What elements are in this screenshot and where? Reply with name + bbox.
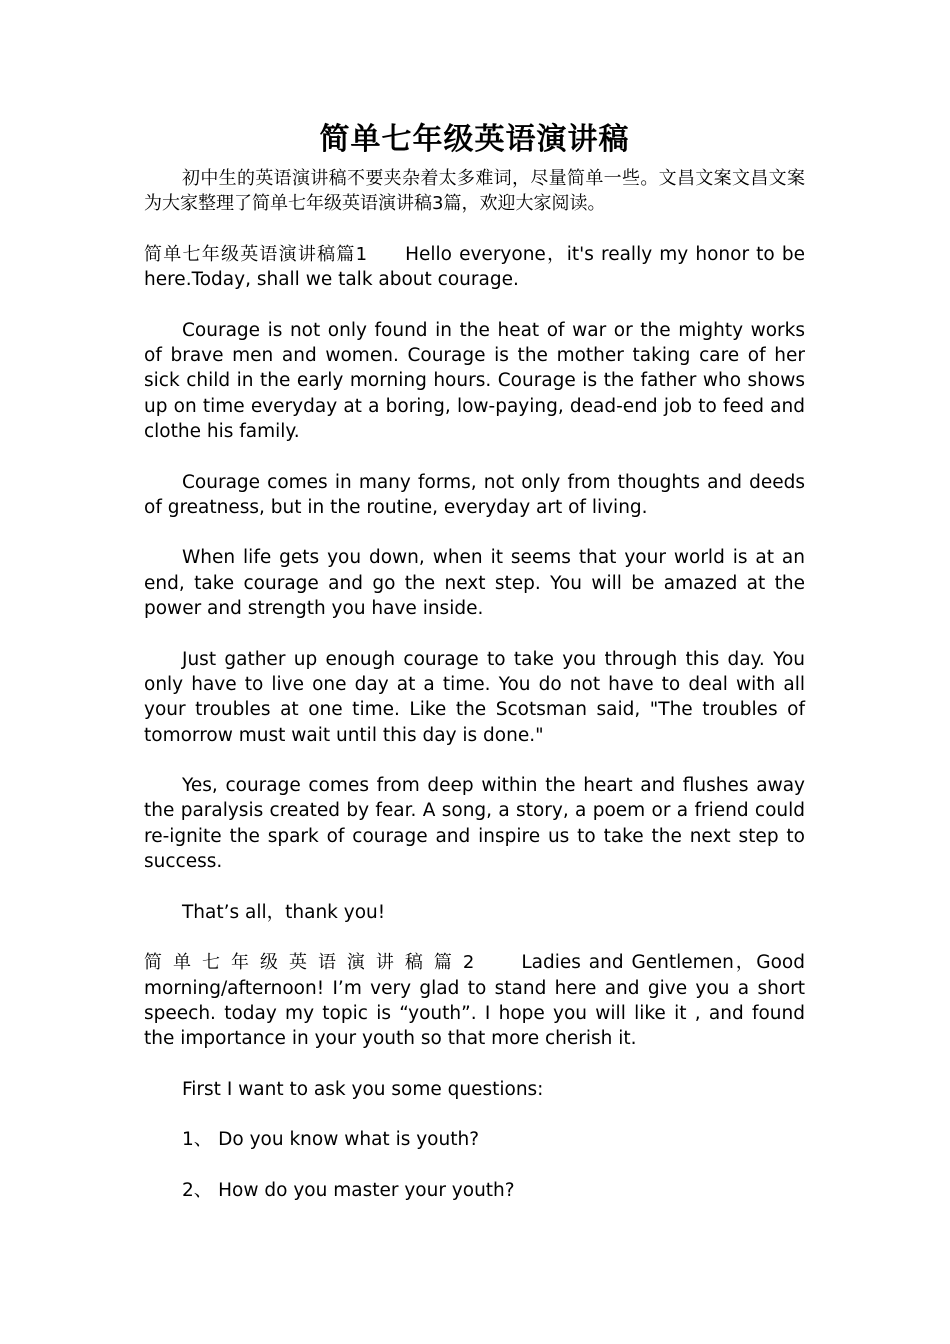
document-title: 简单七年级英语演讲稿 bbox=[319, 122, 630, 157]
section1-paragraph: Courage comes in many forms, not only from thoughts and deeds of greatness, but in the routine, everyday art of living. bbox=[144, 471, 805, 518]
section1-paragraph: When life gets you down, when it seems that your world is at an end, take courage and go the next step. You will be amazed at the power and strength you have inside. bbox=[144, 547, 805, 620]
question-item: 2、 How do you master your youth? bbox=[182, 1179, 515, 1201]
section2-heading: 简单七年级英语演讲稿篇2 bbox=[144, 952, 484, 974]
section2-opening-paragraph bbox=[144, 950, 805, 1051]
section1-paragraph: Courage is not only found in the heat of war or the mighty works of brave men and women. Courage is the mother taking care of her sick child in the early morning hours. Courage is the father who shows up on time everyday at a boring, low-paying, dead-end job to feed and clothe his family. bbox=[144, 319, 805, 442]
intro-paragraph: 初中生的英语演讲稿不要夹杂着太多难词，尽量简单一些。文昌文案文昌文案为大家整理了简单七年级英语演讲稿3篇，欢迎大家阅读。 bbox=[144, 168, 805, 215]
section1-opening-paragraph bbox=[144, 242, 805, 293]
document-body bbox=[144, 118, 805, 1228]
section1-closing: That’s all，thank you! bbox=[182, 901, 386, 923]
question-item: 1、 Do you know what is youth? bbox=[182, 1129, 480, 1151]
section1-paragraph: Yes, courage comes from deep within the heart and flushes away the paralysis created by fear. A song, a story, a poem or a friend could re-ignite the spark of courage and inspire us to take the next step to success. bbox=[144, 775, 805, 873]
section2-lead: First I want to ask you some questions: bbox=[182, 1078, 544, 1100]
section1-heading: 简单七年级英语演讲稿篇1 bbox=[144, 243, 368, 265]
section1-paragraph: Just gather up enough courage to take you through this day. You only have to live one day at a time. You do not have to deal with all your troubles at one time. Like the Scotsman said, "The troubles of tomorrow must wait until this day is done." bbox=[144, 648, 805, 746]
section1-opening: Hello everyone，it's really my honor to be here.Today, shall we talk about courage. bbox=[144, 243, 805, 291]
section2-opening: Ladies and Gentlemen，Good morning/afternoon! I’m very glad to stand here and give you a short speech. today my topic is “youth”. I hope you will like it , and found the importance in your youth so that more cherish it. bbox=[144, 952, 805, 1050]
